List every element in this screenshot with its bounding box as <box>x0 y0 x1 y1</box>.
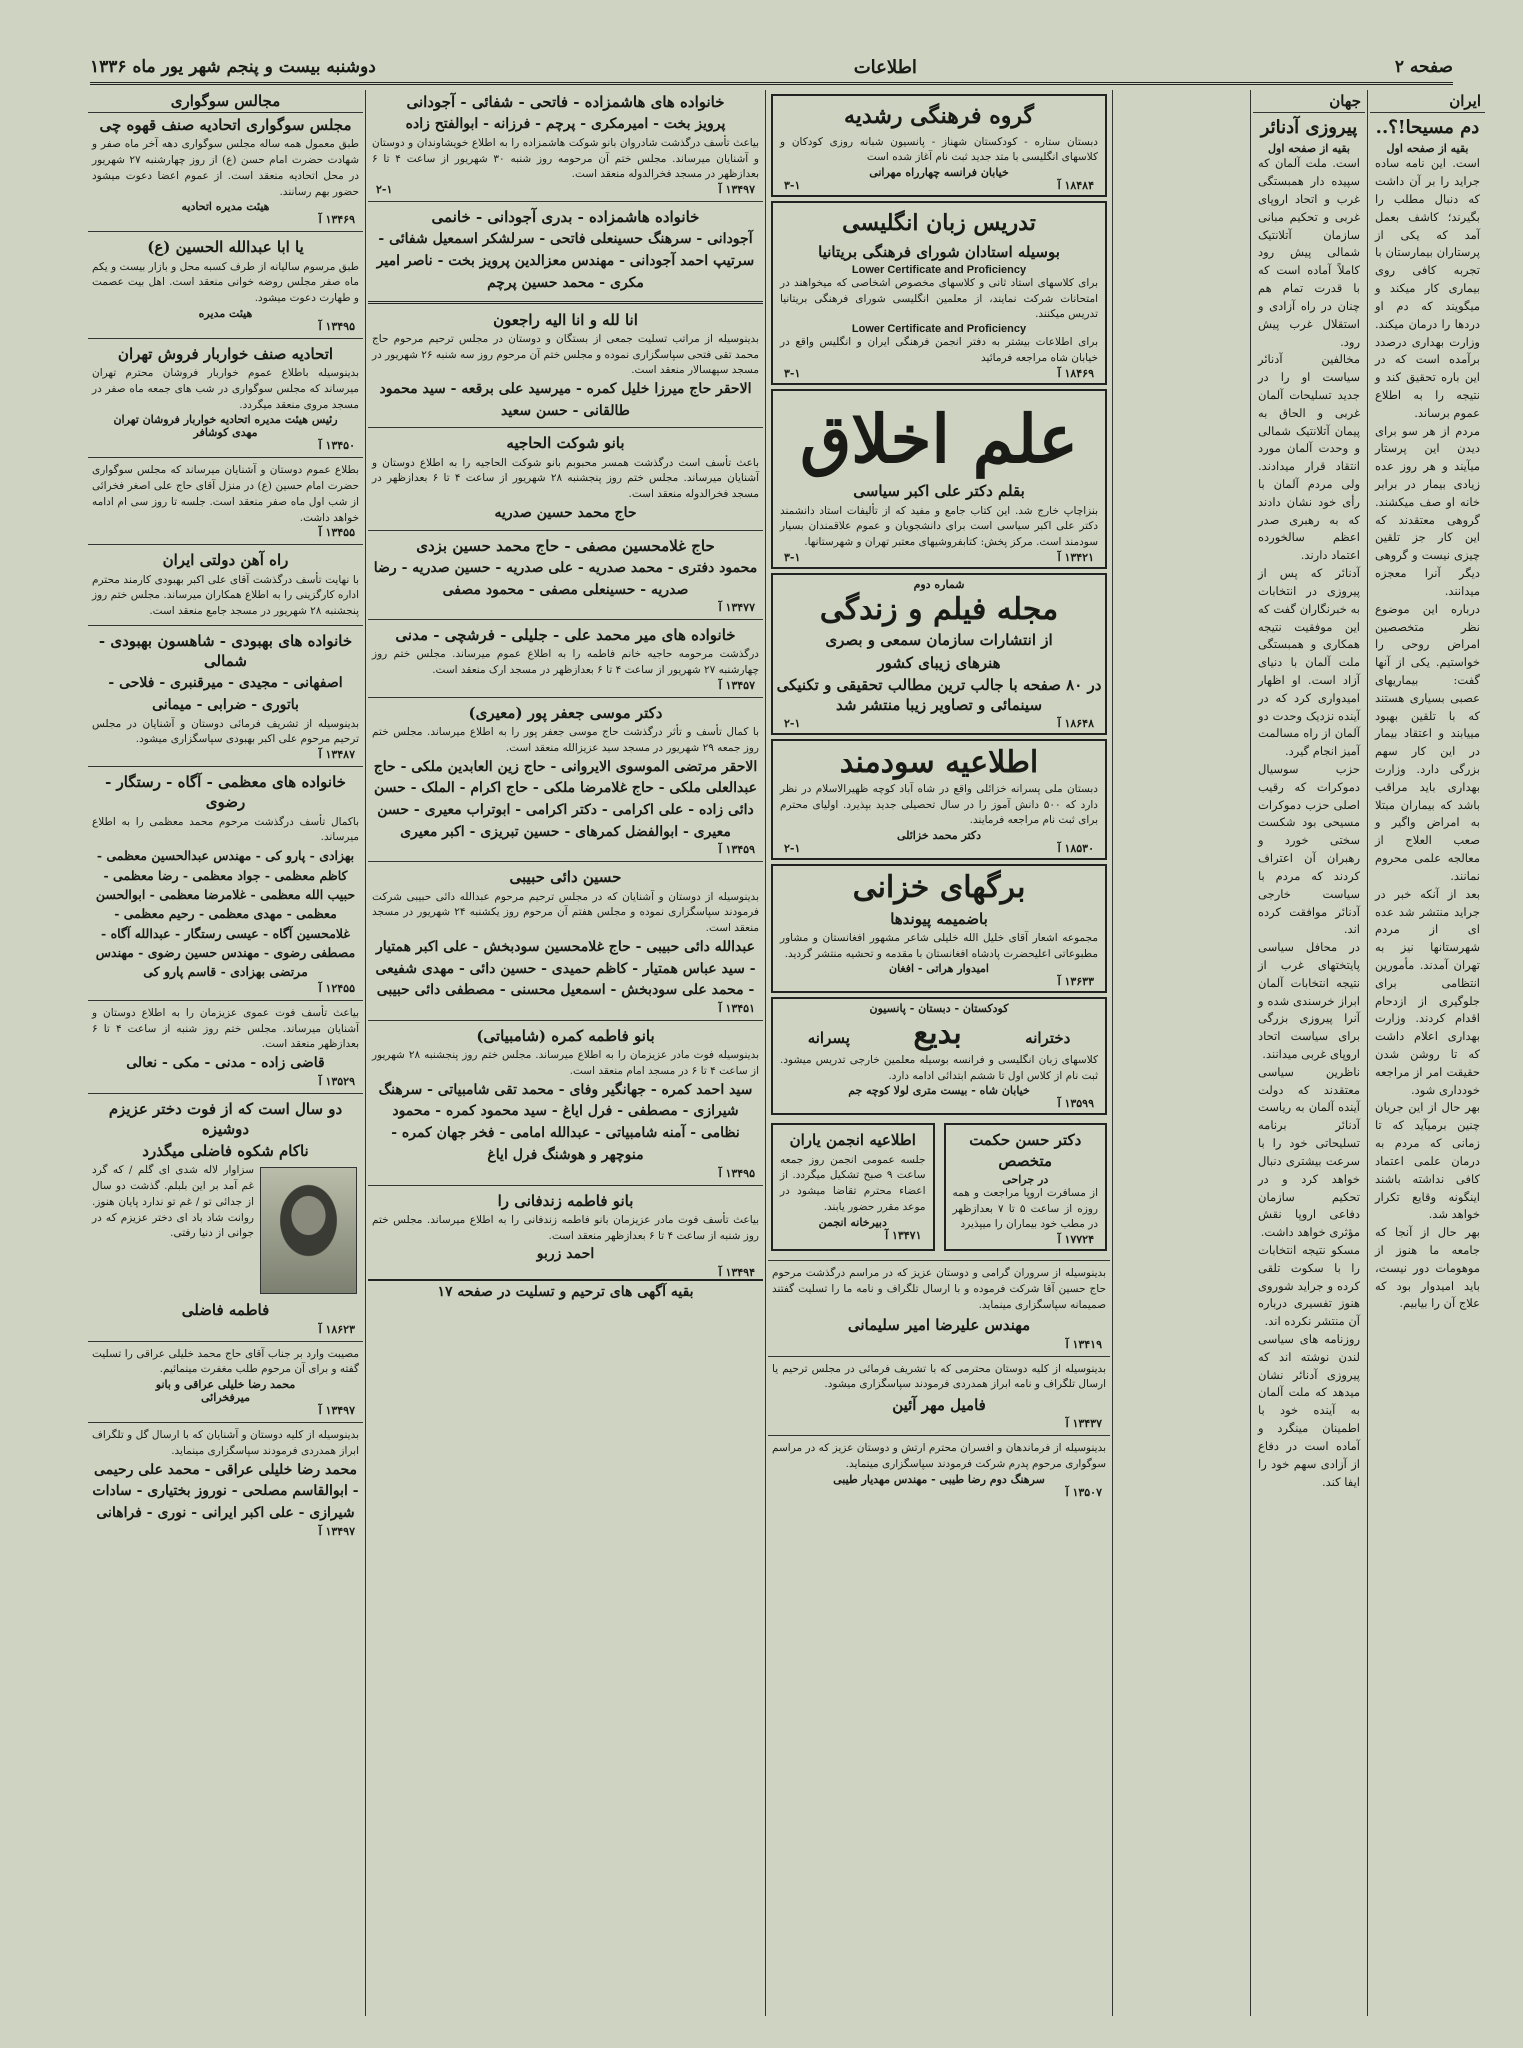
notice-body: باعث تأسف است درگذشت همسر محبوبم بانو شوکت الحاجیه را به اطلاع دوستان و آشنایان میرساند. مجلس ختم روز پنجشنبه ۲۸ شهریور از ساعت ۴ تا ۶ بعدازظهر در مسجد فخرالدوله منعقد است. <box>372 456 760 501</box>
ad-thanks-mehr <box>768 1362 1110 1431</box>
notice-signature: میرفخرائی <box>201 1391 250 1405</box>
ad-body: بدینوسیله از فرماندهان و افسران محترم ارتش و دوستان عزیز که در مراسم سوگواری مرحوم پدرم شرکت فرمودند سپاسگزاری مینماید. <box>772 1442 1106 1471</box>
notice-signature: محمد رضا خلیلی عراقی و بانو <box>155 1378 296 1392</box>
ad-body: بدینوسیله از کلیه دوستان محترمی که با تشریف فرمائی در مجلس ترحیم یا ارسال تلگراف و نامه ابراز همدردی فرمودند سپاسگزاری میشود. <box>772 1362 1106 1391</box>
divider <box>368 301 763 304</box>
column-rule <box>365 90 366 2016</box>
notice-fakhraei <box>88 463 363 539</box>
issue-label: شماره دوم <box>913 577 965 591</box>
section-label-world: جهان <box>1253 90 1365 113</box>
section-label-iran: ایران <box>1370 90 1485 113</box>
notice-code-number: ۱۳۴۹۵ آ <box>318 319 355 333</box>
ad-title: اطلاعیه انجمن یاران <box>789 1131 916 1150</box>
notice-body: بدینوسیله از دوستان و آشنایان که در مجلس ترحیم مرحوم عبدالله دائی حبیبی شرکت فرمودند سپاسگزاری نموده و مجلس هفتم آن مرحوم روز یکشنبه ۲۴ شهریور در مسجد منعقد است. <box>372 890 759 935</box>
certificate-name: Lower Certificate and Proficiency <box>851 263 1027 276</box>
notice-body: با کمال تأسف و تأثر درگذشت حاج موسی جعفر پور را به اطلاع میرساند. مجلس ختم روز جمعه ۲۹ شهریور در مسجد سید عزیزالله منعقد است. <box>372 726 759 754</box>
ad-code-number: ۱۸۴۶۹ آ <box>1057 366 1094 380</box>
ad-code-number: ۱۸۶۴۸ آ <box>1057 717 1094 731</box>
notice-signature: هیئت مدیره اتحادیه <box>181 200 270 214</box>
masthead <box>90 52 1453 85</box>
ad-body: دبستان ستاره - کودکستان شهناز - پانسیون شبانه روزی کودکان و کلاسهای انگلیسی با متد جدید ثبت نام آغاز شده است <box>780 135 1098 164</box>
continued-footer: بقیه آگهی های ترحیم و تسلیت در صفحه ۱۷ <box>368 1279 763 1300</box>
ad-code-number: ۱۳۴۲۱ آ <box>1057 550 1094 564</box>
article-paragraph: است. این نامه ساده جراید را بر آن داشت که دنبال مطلب را بگیرند؛ کاشف بعمل آمد که یکی از پرستاران بیمارستان با تجربه کافی روی بیماری کار میکند و میگویند که دم او دردها را درمان میکند. وزارت بهداری درصدد برآمده است که در این باره تحقیق کند و نتیجه را به اطلاع عموم برساند. <box>1375 156 1480 420</box>
notice-body: باکمال تأسف درگذشت مرحوم محمد معظمی را به اطلاع میرساند. <box>92 815 359 844</box>
notice-signature: احمد زربو <box>536 1246 595 1263</box>
notice-title: خانواده هاشمزاده - بدری آجودانی - خانمی <box>431 208 700 227</box>
ad-code <box>776 842 1102 855</box>
notice-code <box>368 1266 763 1279</box>
notice-code <box>88 320 363 333</box>
article-paragraph: بعد از آنکه خبر در جراید منتشر شد عده ای از مردم شهرستانها نیز به تهران آمدند. مأمورین انتظامی برای جلوگیری از ازدحام اقدام کردند. وزارت بهداری اعلام داشت که تا روشن شدن حقیقت امر از مراجعه خودداری شود. <box>1375 886 1480 1097</box>
ad-code-run: ۳-۱ <box>784 179 801 192</box>
notice-code <box>88 1323 363 1336</box>
notice-kamareh <box>368 1026 763 1180</box>
notice-names: محمد رضا خلیلی عراقی - محمد علی رحیمی - ابوالقاسم مصلحی - نوروز بختیاری - سادات شیرازی - علی اکبر ایرانی - نوری - فراهانی <box>92 1461 359 1522</box>
notice-code-number: ۱۳۴۵۵ آ <box>318 526 355 540</box>
notice-poem: سزاوار لاله شدی ای گلم / که گرد غم آمد بر این بلبلم. گذشت دو سال از جدائی تو / غم تو ندارد پایان هنوز. روانت شاد باد ای دختر عزیزم که در جوانی از دنیا رفتی. <box>92 1164 254 1240</box>
ad-title: تدریس زبان انگلیسی <box>842 210 1036 236</box>
notice-aba-abdillah <box>88 237 363 333</box>
notice-title: انا لله و انا الیه راجعون <box>493 310 638 329</box>
ad-body: جلسه عمومی انجمن روز جمعه ساعت ۹ صبح تشکیل میگردد. از اعضاء محترم تقاضا میشود در موعد مقرر حضور یابند. <box>780 1153 926 1213</box>
ad-code-number: ۱۳۴۱۹ آ <box>1065 1337 1102 1351</box>
notice-body: مصیبت وارد بر جناب آقای حاج محمد خلیلی عراقی را تسلیت گفته و برای آن مرحوم طلب مغفرت مینمائیم. <box>92 1347 359 1376</box>
ad-code-number: ۱۳۴۳۷ آ <box>1065 1417 1102 1431</box>
notice-khalili-condolence <box>88 1347 363 1418</box>
ad-code-run: ۳-۱ <box>784 550 801 564</box>
notice-code <box>368 1002 763 1015</box>
notice-title: بانو شوکت الحاجیه <box>506 434 625 453</box>
article-paragraph: ناظرین سیاسی معتقدند که دولت آینده آلمان به ریاست آدنائر برنامه تسلیحاتی خود را با سرعت بیشتری دنبال خواهد کرد و در تحکیم سازمان دفاعی اروپا نقش مؤثری خواهد داشت. <box>1258 1064 1360 1240</box>
article-paragraph: آدنائر که پس از پیروزی در انتخابات به خبرنگاران گفت که این موفقیت نتیجه همکاری و همبستگی ملت آلمان با دنیای آزاد است. او اظهار امیدواری کرد که در آینده نزدیک وحدت دو آلمان از راه مسالمت آمیز انجام گیرد. <box>1258 566 1360 759</box>
ad-signature: سرهنگ دوم رضا طیبی - مهندس مهدیار طیبی <box>833 1472 1045 1486</box>
notice-code-number: ۱۳۴۸۷ آ <box>318 748 355 762</box>
notice-hashemzadeh <box>368 92 763 196</box>
notice-title: خانواده های بهبودی - شاهسون بهبودی - شمالی <box>98 631 353 670</box>
ad-title: گروه فرهنگی رشدیه <box>844 103 1034 129</box>
notice-code <box>88 1525 363 1538</box>
notice-railway <box>88 550 363 620</box>
ad-english-teaching <box>771 201 1107 385</box>
divider <box>88 625 363 626</box>
article-paragraph: مخالفین آدنائر سیاست او را در جدید تسلیحات آلمان غربی و الحاق به پیمان آتلانتیک شمالی و وحدت آلمان مورد انتقاد قرار میدادند. ولی مردم آلمان با رأی خود نشان دادند که به رهبری صدر اعظم سالخورده اعتماد دارند. <box>1258 352 1360 563</box>
ad-code-number: ۱۳۵۰۷ آ <box>1065 1485 1102 1499</box>
divider <box>88 1341 363 1342</box>
ad-code-number: ۱۷۷۲۴ آ <box>1057 1233 1094 1247</box>
notice-title: یا ابا عبدالله الحسین (ع) <box>147 238 304 257</box>
notice-body: بیاعث تأسف درگذشت شادروان بانو شوکت هاشمزاده را به اطلاع خویشاوندان و دوستان و آشنایان میرساند. مجلس ختم آن مرحومه روز شنبه ۳۰ شهریور از ساعت ۴ تا ۶ بعدازظهر در مسجد فخرالدوله منعقد است. <box>372 136 760 181</box>
ad-body: مجموعه اشعار آقای خلیل الله خلیلی شاعر مشهور افغانستان و مشاور مطبوعاتی اعلیحضرت پادشاه افغانستان با مقدمه و تحشیه منتشر گردید. <box>780 931 1098 960</box>
continued-note: بقیه از صفحه اول <box>1268 142 1350 156</box>
ad-body: بدینوسیله از سروران گرامی و دوستان عزیز که در مراسم درگذشت مرحوم حاج حسین آقا شرکت فرموده و با ارسال تلگراف و نامه ما را تسلیت گفتند صمیمانه سپاسگزاری مینماید. <box>772 1267 1106 1311</box>
notice-names: آجودانی - سرهنگ حسینعلی فاتحی - سرلشکر اسمعیل شفائی - سرتیپ احمد آجودانی - مهندس معزالدین پرویز بخت - ناصر امیر مکری - محمد حسین پرچم <box>376 231 755 291</box>
ad-subtitle: در جراحی <box>1002 1172 1049 1186</box>
notice-signature: هیئت مدیره <box>198 306 253 320</box>
notice-code <box>368 1167 763 1180</box>
divider <box>88 231 363 232</box>
notice-code-run: ۲-۱ <box>376 183 393 197</box>
ad-code <box>776 975 1102 988</box>
article-title-dame-masiha: دم مسیحا!؟.. <box>1375 117 1480 138</box>
notice-mir-mohammadali <box>368 625 763 692</box>
ad-body: برای کلاسهای استاد ثانی و کلاسهای مخصوص اشخاصی که میخواهند در امتحانات شرکت نمایند، از معلمین انگلیسی شورای فرهنگی بریتانیا تدریس میکنند. <box>780 276 1098 321</box>
notice-signature: الاحقر حاج میرزا خلیل کمره - میرسید علی برقعه - سید محمود طالقانی - حسن سعید <box>379 381 752 419</box>
notice-code-number: ۱۳۴۹۷ آ <box>318 1404 355 1418</box>
notice-zandfani <box>368 1191 763 1279</box>
notice-jafarpour <box>368 703 763 857</box>
notice-code <box>368 601 763 614</box>
notice-coffeehouse-union <box>88 115 363 226</box>
column-family-notices <box>368 90 763 2016</box>
article-paragraph: در محافل سیاسی پایتختهای غرب از نتیجه انتخابات آلمان ابراز خرسندی شده و آنرا پیروزی بزرگی برای سیاست اتحاد اروپای غربی میدانند. <box>1258 940 1360 1062</box>
ad-code <box>776 179 1102 192</box>
ad-signature: دکتر محمد خزائلی <box>896 829 982 843</box>
ad-title: برگهای خزانی <box>852 870 1026 906</box>
ad-body: برای اطلاعات بیشتر به دفتر انجمن فرهنگی ایران و انگلیس واقع در خیابان شاه مراجعه فرمائید <box>780 336 1098 364</box>
notice-signature: فاطمه فاضلی <box>181 1301 270 1320</box>
ad-body: از مسافرت اروپا مراجعت و همه روزه از ساعت ۵ تا ۷ بعدازظهر در مطب خود بیماران را میپذیرد <box>952 1186 1098 1231</box>
ad-title-boys: پسرانه <box>807 1029 850 1048</box>
notice-code-number: ۱۳۴۹۷ آ <box>318 1524 355 1538</box>
ad-code <box>776 717 1102 730</box>
ad-signature: مهندس علیرضا امیر سلیمانی <box>847 1316 1031 1335</box>
ad-thanks-tayebi <box>768 1441 1110 1499</box>
notice-names: اصفهانی - مجیدی - میرقنبری - فلاحی - باتوری - ضرابی - میمانی <box>108 675 343 713</box>
divider <box>368 427 763 428</box>
ad-title: علم اخلاق <box>800 399 1078 478</box>
section-label-mourning: مجالس سوگواری <box>88 90 363 113</box>
notice-body: طبق مرسوم سالیانه از طرف کسبه محل و بازار بیست و یکم ماه صفر مجلس روضه خوانی منعقد است. اهل بیت عصمت و طهارت دعوت میشود. <box>92 260 359 304</box>
ad-code-number: ۱۸۴۸۴ آ <box>1057 179 1094 192</box>
notice-signature: رئیس هیئت مدیره اتحادیه خواربار فروشان تهران <box>113 413 338 427</box>
article-paragraph: است. ملت آلمان که سپیده دار همبستگی غرب و اتحاد اروپای غربی و تحکیم مبانی سازمان آتلانتیک شمالی پیش رود کاملاً آماده است که با قدرت تمام هم چنان در راه آزادی و استقلال غرب پیش رود. <box>1258 156 1360 349</box>
ad-anjoman-yaran <box>771 1123 935 1251</box>
notice-title: ناکام شکوه فاضلی میگذرد <box>142 1142 309 1161</box>
notice-body: بدینوسیله باطلاع عموم خواربار فروشان محترم تهران میرساند که مجلس سوگواری در شب های جمعه ماه صفر در مسجد مروی منعقد میگردد. <box>92 367 359 411</box>
notice-code-number: ۱۳۵۲۹ آ <box>318 1074 355 1088</box>
article-paragraph: بهر حال از آنجا که جامعه ما هنوز از موهومات دور نیست، باید امیدوار بود که علاج آن را بیابیم. <box>1375 1225 1480 1311</box>
notice-code <box>88 526 363 539</box>
ad-code <box>776 551 1102 564</box>
divider <box>88 766 363 767</box>
notice-names: الاحقر مرتضی الموسوی الایروانی - حاج زین العابدین ملکی - حاج عبدالعلی ملکی - حاج غلامرضا ملکی - حاج اکرام - الملک - حسن دائی زاده - علی اکرامی - دکتر اکرامی - ابوتراب معیری - حسن معیری - ابوالفضل کمرهای - حسین تبریزی - اکبر معیری <box>373 758 758 840</box>
notice-ajoudani <box>368 207 763 294</box>
ad-subtitle: در ۸۰ صفحه با جالب ترین مطالب تحقیقی و تکنیکی سینمائی و تصاویر زیبا منتشر شد <box>776 675 1102 715</box>
article-paragraph: درباره این موضوع نظر متخصصین امراض روحی را خواستیم. یکی از آنها گفت: بیماریهای عصبی بسیاری هستند که با تلقین بهبود مییابند و اعتقاد بیمار در این کار سهم بزرگی دارد. وزارت بهداری باید مراقب باشد که بیماران مبتلا به امراض واگیر و صعب العلاج از معالجه علمی محروم نمانند. <box>1375 601 1480 883</box>
certificate-name: Lower Certificate and Proficiency <box>851 323 1027 335</box>
notice-body: درگذشت مرحومه حاجیه خانم فاطمه را به اطلاع عموم میرساند. مجلس ختم روز چهارشنبه ۲۷ شهریور از ساعت ۴ تا ۶ بعدازظهر در مسجد ارک منعقد است. <box>372 648 759 677</box>
article-paragraph: بهر حال از این جریان چنین برمیآید که تا زمانی که مردم به درمان علمی اعتماد کافی نداشته باشند اینگونه وقایع تکرار خواهد شد. <box>1375 1100 1480 1222</box>
notice-names: محمود دفتری - محمد صدریه - علی صدریه - حسین صدریه - رضا صدریه - حسینعلی مصفی - محمود مصفی <box>373 559 758 598</box>
ad-rashdieh <box>771 94 1107 197</box>
article-paragraph: روزنامه های سیاسی لندن نوشته اند که پیروزی آدنائر نشان میدهد که ملت آلمان به آینده خود با اطمینان مینگرد و آماده است در دفاع از آزادی سهم خود را ایفا کند. <box>1258 1332 1360 1489</box>
notice-daei-habibi <box>368 867 763 1015</box>
notice-shokat-hajieh <box>368 433 763 524</box>
notice-title: خانواده های میر محمد علی - جلیلی - فرشچی - مدنی <box>395 626 736 645</box>
notice-code <box>88 982 363 995</box>
article-title-adenauer: پیروزی آدنائر <box>1260 117 1358 138</box>
divider <box>88 1000 363 1001</box>
notice-code <box>368 843 763 856</box>
ad-signature: دبیرخانه انجمن <box>818 1215 887 1229</box>
ad-code-number: ۱۳۵۹۹ آ <box>1057 1097 1094 1111</box>
continued-note: بقیه از صفحه اول <box>1386 142 1469 156</box>
ad-subtitle: بوسیله استادان شورای فرهنگی بریتانیا <box>818 242 1060 261</box>
issue-date: دوشنبه بیست و پنجم شهر یور ماه ۱۳۳۶ <box>90 57 376 77</box>
ad-code <box>768 1486 1110 1499</box>
ad-code <box>949 1233 1103 1246</box>
notice-code-number: ۱۳۴۵۱ آ <box>718 1002 755 1015</box>
column-rule <box>1112 90 1113 2016</box>
divider <box>88 544 363 545</box>
ad-code <box>768 1417 1110 1430</box>
notice-code <box>88 213 363 226</box>
notice-title: حسین دائی حبیبی <box>509 868 622 887</box>
ad-row-small <box>768 1119 1110 1255</box>
notice-code-number: ۱۳۴۵۷ آ <box>718 678 755 692</box>
notice-code <box>88 1075 363 1088</box>
notice-code <box>368 679 763 692</box>
ad-badie-school <box>771 997 1107 1115</box>
notice-body: بدینوسیله از مراتب تسلیت جمعی از بستگان و دوستان در مجلس ترحیم مرحوم حاج محمد تقی فتحی سپاسگزاری نموده و مجلس ختم آن مرحوم روز سه شنبه ۲۶ شهریور در مسجد سپهسالار منعقد است. <box>372 332 759 377</box>
ad-body: بنزاچاپ خارج شد. این کتاب جامع و مفید که از تألیفات استاد دانشمند دکتر علی اکبر سیاسی است برای دانشجویان و عموم علاقمندان بسیار سودمند است. مرکز پخش: کتابفروشیهای معتبر تهران و شهرستانها. <box>780 504 1098 549</box>
ad-body: دبستان ملی پسرانه خزائلی واقع در شاه آباد کوچه ظهیرالاسلام در نظر دارد که ۵۰۰ دانش آموز را در سال تحصیلی جدید بپذیرد. اولیای محترم برای ثبت نام مراجعه فرمایند. <box>780 782 1098 827</box>
notice-title: بانو فاطمه زندفانی را <box>497 1191 634 1210</box>
ad-subtitle: کودکستان - دبستان - پانسیون <box>869 1002 1009 1016</box>
ad-address: خیابان شاه - بیست متری لولا کوچه جم <box>848 1084 1030 1098</box>
notice-title: بانو فاطمه کمره (شامبیاتی) <box>476 1027 655 1045</box>
article-paragraph: مسکو نتیجه انتخابات را با سکوت تلقی کرده و جراید شوروی هنوز تفسیری درباره آن منتشر نکرده اند. <box>1258 1242 1360 1329</box>
notice-ghazizadeh <box>88 1006 363 1088</box>
ad-code-run: ۳-۱ <box>784 366 801 380</box>
ad-title: مجله فیلم و زندگی <box>819 591 1059 627</box>
ad-subtitle: از انتشارات سازمان سمعی و بصری <box>825 631 1053 650</box>
notice-code-number: ۱۳۴۹۷ آ <box>718 183 755 197</box>
notice-title: دکتر موسی جعفر پور (معیری) <box>468 703 663 722</box>
ad-code-number: ۱۳۶۳۳ آ <box>1057 975 1094 989</box>
ad-code-run: ۲-۱ <box>784 717 801 731</box>
notice-behboudi <box>88 631 363 761</box>
ad-code-number: ۱۳۴۷۱ آ <box>885 1228 922 1242</box>
notice-code-number: ۱۸۶۲۳ آ <box>318 1322 355 1336</box>
ad-subtitle: هنرهای زیبای کشور <box>877 653 1001 672</box>
notice-khalili-thanks <box>88 1428 363 1538</box>
divider <box>368 861 763 862</box>
ad-film-magazine <box>771 573 1107 736</box>
ad-khazani-book <box>771 864 1107 993</box>
notice-code-number: ۱۳۴۷۷ آ <box>718 601 755 615</box>
ad-thanks-soleimani <box>768 1266 1110 1351</box>
notice-inna-lillah <box>368 310 763 423</box>
notice-code <box>368 183 763 196</box>
ad-title-girls: دخترانه <box>1025 1029 1071 1048</box>
notice-names: عبدالله دائی حبیبی - حاج غلامحسین سودبخش - علی اکبر همتیار - سید عباس همتیار - کاظم حمیدی - حسین دائی - مهدی شفیعی - محمد علی سودبخش - اسمعیل محسنی - مصطفی دائی حبیبی <box>375 938 756 999</box>
divider <box>88 338 363 339</box>
notice-body: طبق معمول همه ساله مجلس سوگواری دهه آخر ماه صفر و شهادت حضرت امام حسن (ع) از روز چهارشنبه ۲۷ شهریور در محل اتحادیه منعقد است. از عموم اعضا دعوت میشود حضور بهم رسانند. <box>92 138 359 198</box>
notice-moazzami <box>88 772 363 995</box>
divider <box>768 1260 1110 1261</box>
notice-names: قاضی زاده - مدنی - مکی - نعالی <box>126 1055 325 1071</box>
notice-grocers-union <box>88 344 363 453</box>
notice-code <box>88 439 363 452</box>
notice-code-number: ۱۳۴۵۰ آ <box>318 439 355 453</box>
ad-sudmand-notice <box>771 739 1107 860</box>
notice-code-number: ۱۳۴۶۹ آ <box>318 213 355 227</box>
divider <box>88 1093 363 1094</box>
notice-signature: حاج محمد حسین صدریه <box>494 504 637 521</box>
notice-shokouh-fazeli <box>88 1099 363 1336</box>
ad-body: کلاسهای زبان انگلیسی و فرانسه بوسیله معلمین خارجی تدریس میشود. ثبت نام از کلاس اول تا ششم ابتدائی ادامه دارد. <box>780 1053 1098 1082</box>
column-advertisements <box>768 90 1110 2016</box>
notice-names: سید احمد کمره - جهانگیر وفای - محمد تقی شامبیاتی - سرهنگ شیرازی - مصطفی - فرل ایاغ - سید محمود کمره - محمود نظامی - آمنه شامبیاتی - عبدالله امامی - فخر جهان کمره - منوچهر و هوشنگ فرل ایاغ <box>378 1081 753 1163</box>
notice-code-number: ۱۳۴۹۵ آ <box>718 1166 755 1180</box>
notice-code-number: ۱۳۴۵۹ آ <box>718 843 755 857</box>
notice-code-number: ۱۳۴۹۴ آ <box>718 1265 755 1279</box>
divider <box>768 1435 1110 1436</box>
badie-title-row <box>776 1015 1102 1053</box>
notice-code-number: ۱۲۴۵۵ آ <box>318 981 355 995</box>
notice-body: بدینوسیله از تشریف فرمائی دوستان و آشنایان در مجلس ترحیم مرحوم علی اکبر بهبودی سپاسگزاری میشود. <box>92 717 359 746</box>
divider <box>768 1356 1110 1357</box>
ad-dr-hekmat <box>944 1123 1108 1251</box>
article-paragraph: حزب سوسیال دموکرات که رقیب اصلی حزب دموکرات مسیحی بود شکست سختی خورد و رهبران آن اعتراف کردند که مردم با سیاست خارجی آدنائر موافقت کرده اند. <box>1258 762 1360 937</box>
ad-code-number: ۱۸۵۳۰ آ <box>1057 842 1094 856</box>
newspaper-name: اطلاعات <box>853 56 917 78</box>
ad-address: خیابان فرانسه چهارراه مهرانی <box>869 166 1009 179</box>
divider <box>368 201 763 202</box>
page-number: صفحه ۲ <box>1394 57 1453 77</box>
ad-code-run: ۲-۱ <box>784 842 801 856</box>
notice-title: اتحادیه صنف خواربار فروش تهران <box>117 344 334 363</box>
notice-body: بیاعث تأسف فوت مادر عزیزمان بانو فاطمه زندفانی را به اطلاع میرساند. مجلس ختم روز شنبه از ساعت ۴ تا ۶ بعدازظهر منعقد است. <box>372 1213 759 1242</box>
ad-title: دکتر حسن حکمت متخصص <box>969 1131 1082 1170</box>
column-mourning <box>88 90 363 2016</box>
notice-signature: مهدی کوشافر <box>193 426 258 440</box>
column-iran <box>1370 90 1485 2016</box>
ad-signature: امیدوار هراتی - افغان <box>889 962 989 976</box>
column-rule <box>1367 90 1368 2016</box>
ad-title: بدیع <box>913 1016 962 1052</box>
ad-subtitle: باضمیمه پیوندها <box>890 909 988 928</box>
ad-code <box>776 367 1102 380</box>
notice-body: بدینوسیله از کلیه دوستان و آشنایان که با ارسال گل و تلگراف ابراز همدردی فرمودند سپاسگزاری مینماید. <box>92 1429 359 1457</box>
notice-title: دو سال است که از فوت دختر عزیزم دوشیزه <box>108 1099 343 1138</box>
notice-code <box>88 748 363 761</box>
notice-mosaffa <box>368 536 763 615</box>
notice-body: بدینوسیله فوت مادر عزیزمان را به اطلاع میرساند. مجلس ختم روز پنجشنبه ۲۸ شهریور از ساعت ۴ تا ۶ در مسجد امام منعقد است. <box>372 1049 759 1077</box>
notice-title: مجلس سوگواری اتحادیه صنف قهوه چی <box>99 116 352 134</box>
notice-title: راه آهن دولتی ایران <box>162 551 289 570</box>
column-rule <box>765 90 766 2016</box>
portrait-photo <box>260 1167 357 1294</box>
notice-code <box>88 1404 363 1417</box>
divider <box>368 619 763 620</box>
divider <box>88 457 363 458</box>
ad-signature: فامیل مهر آئین <box>892 1396 986 1415</box>
notice-names: بهزادی - پارو کی - مهندس عبدالحسین معظمی - کاظم معظمی - جواد معظمی - رضا معظمی - حبیب الله معظمی - غلامرضا معظمی - ابوالحسن معظمی - مهدی معظمی - رحیم معظمی - غلامحسین آگاه - عیسی رستگار - عبدالله آگاه - مصطفی رضوی - مهندس حسین رضوی - مهندس مرتضی بهزادی - قاسم پارو کی <box>95 848 356 980</box>
ad-code <box>768 1338 1110 1351</box>
ad-elm-akhlagh <box>771 389 1107 569</box>
divider <box>368 530 763 531</box>
divider <box>368 697 763 698</box>
notice-names: پرویز بخت - امیرمکری - پرچم - فرزانه - ابوالفتح زاده <box>405 116 726 133</box>
divider <box>368 1185 763 1186</box>
column-rule <box>1250 90 1251 2016</box>
notice-body: بطلاع عموم دوستان و آشنایان میرساند که مجلس سوگواری حضرت امام حسین (ع) در منزل آقای حاج علی اصغر فخرائی از شب اول ماه صفر منعقد است. جلسه تا روز سی ام ادامه خواهد داشت. <box>92 464 359 524</box>
ad-title: اطلاعیه سودمند <box>839 745 1039 781</box>
notice-body: با نهایت تأسف درگذشت آقای علی اکبر بهبودی کارمند محترم اداره کارگزینی را به اطلاع همکاران میرساند. مجلس ختم روز پنجشنبه ۲۸ شهریور در مسجد جامع منعقد است. <box>92 573 359 617</box>
divider <box>368 1020 763 1021</box>
ad-author: بقلم دکتر علی اکبر سیاسی <box>853 482 1025 501</box>
ad-code <box>776 1097 1102 1110</box>
notice-title: حاج غلامحسین مصفی - حاج محمد حسین بزدی <box>416 536 715 555</box>
article-paragraph: مردم از هر سو برای دیدن این پرستار میآیند و هر روز عده زیادی بیمار در برابر خانه او صف میکشند. گروهی معتقدند که این کار جز تلقین چیزی نیست و گروهی دیگر آنرا معجزه میدانند. <box>1375 423 1480 598</box>
divider <box>88 1422 363 1423</box>
column-world <box>1253 90 1365 2016</box>
notice-title: خانواده های هاشمزاده - فاتحی - شفائی - آجودانی <box>406 93 725 111</box>
notice-title: خانواده های معظمی - آگاه - رستگار - رضوی <box>105 773 346 812</box>
notice-body: بیاعث تأسف فوت عموی عزیزمان را به اطلاع دوستان و آشنایان میرساند. مجلس ختم روز شنبه از ساعت ۴ تا ۶ بعدازظهر منعقد است. <box>92 1006 359 1051</box>
ad-code <box>776 1229 930 1242</box>
